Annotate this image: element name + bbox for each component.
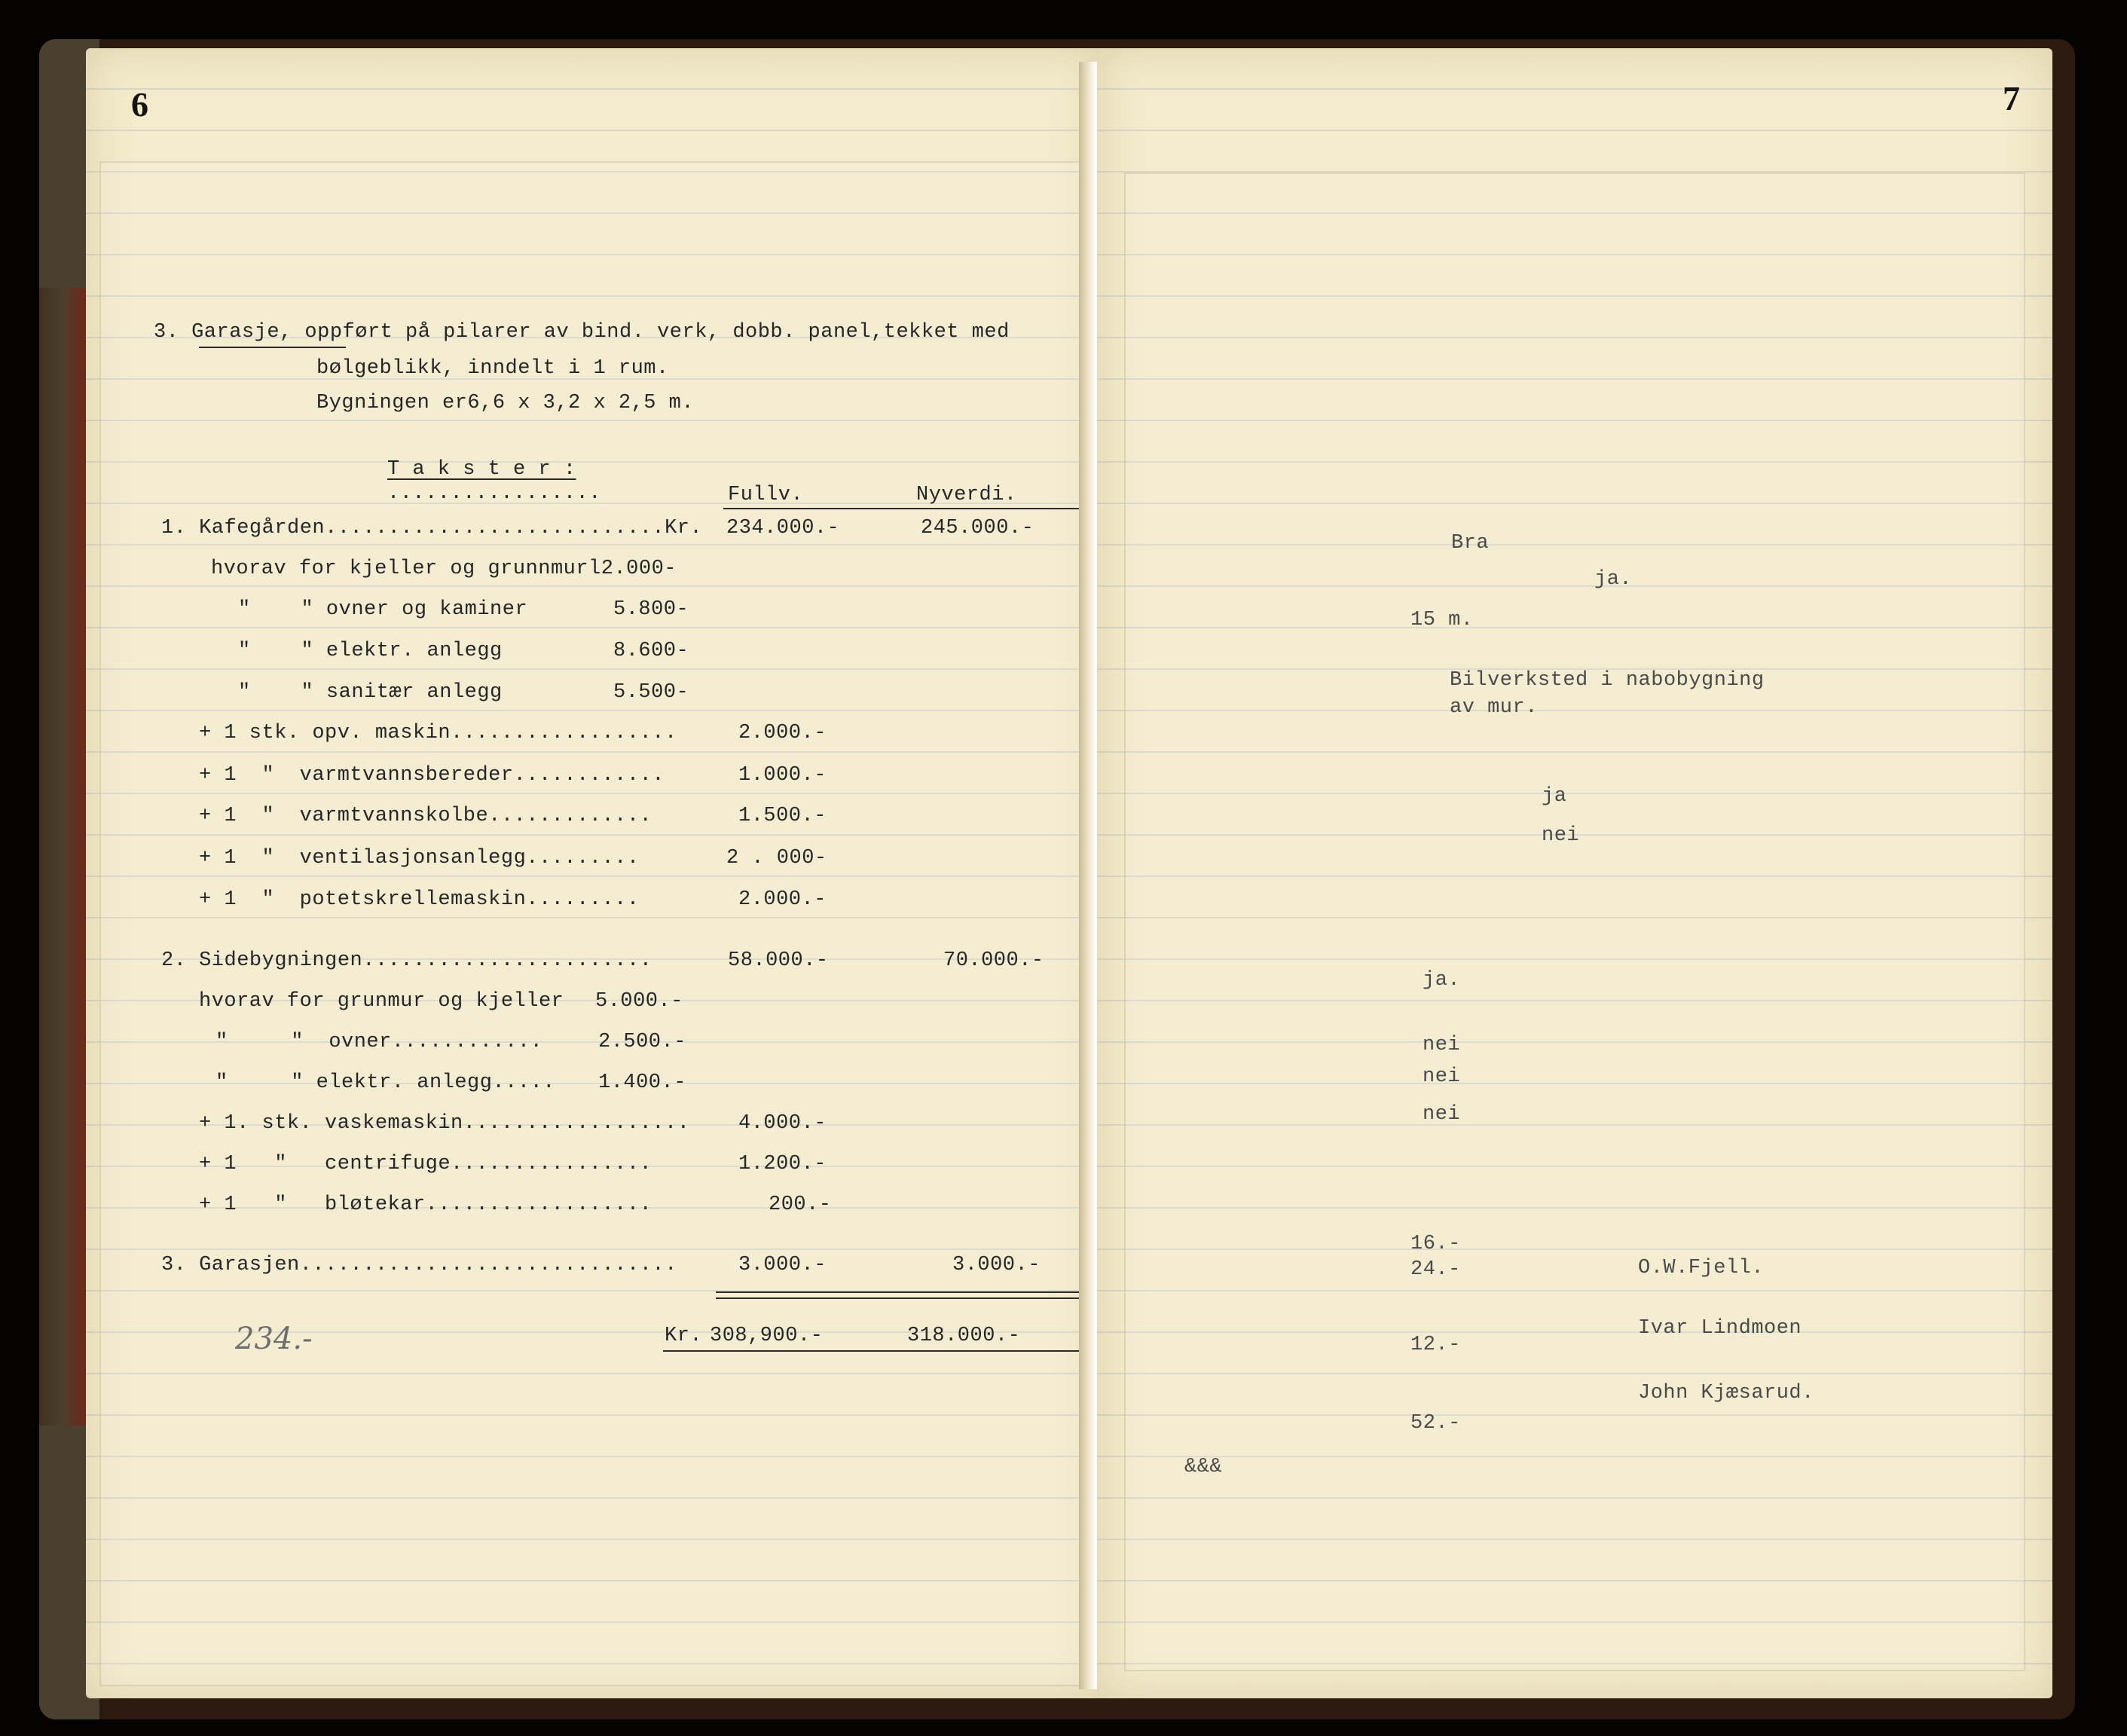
- entry-nei-4: nei: [1423, 1103, 1461, 1126]
- row-16-label: + 1 " centrifuge................: [199, 1153, 652, 1175]
- header-rule: [723, 508, 1130, 509]
- row-12-sub: 5.000.-: [595, 990, 683, 1013]
- intro-line-2: bølgeblikk, inndelt i 1 rum.: [316, 357, 669, 380]
- intro-line-3: Bygningen er6,6 x 3,2 x 2,5 m.: [316, 392, 695, 414]
- intro-underline: [199, 347, 346, 348]
- entry-ja-1: ja.: [1594, 568, 1633, 591]
- left-page: [86, 48, 1100, 1698]
- row-17-label: + 1 " bløtekar..................: [199, 1194, 652, 1216]
- row-11-nyverdi: 70.000.-: [943, 949, 1044, 972]
- entry-av-mur: av mur.: [1450, 696, 1538, 719]
- row-15-label: + 1. stk. vaskemaskin..................: [199, 1112, 690, 1135]
- row-14-label: " " elektr. anlegg.....: [215, 1071, 555, 1094]
- row-17-fullv: 200.-: [769, 1194, 832, 1216]
- row-11-fullv: 58.000.-: [728, 949, 829, 972]
- row-6-label: + 1 stk. opv. maskin..................: [199, 722, 677, 744]
- entry-nei-1: nei: [1542, 824, 1580, 847]
- entry-nei-3: nei: [1423, 1065, 1461, 1088]
- total-underline: [663, 1350, 1130, 1352]
- row-9-label: + 1 " ventilasjonsanlegg.........: [199, 847, 640, 870]
- row-7-fullv: 1.000.-: [738, 764, 827, 787]
- row-1-label: 1. Kafegården...........................Kr.: [161, 517, 703, 539]
- row-8-fullv: 1.500.-: [738, 805, 827, 827]
- row-10-label: + 1 " potetskrellemaskin.........: [199, 888, 640, 911]
- row-10-fullv: 2.000.-: [738, 888, 827, 911]
- row-18-label: 3. Garasjen..............................: [161, 1254, 677, 1276]
- total-rule-1: [716, 1291, 1132, 1293]
- row-13-label: " " ovner............: [215, 1031, 543, 1053]
- entry-16: 16.-: [1410, 1233, 1461, 1255]
- entry-bilverksted: Bilverksted i nabobygning: [1450, 669, 1765, 692]
- row-4-sub: 8.600-: [613, 640, 689, 662]
- row-9-fullv: 2 . 000-: [726, 847, 827, 870]
- entry-ja-2: ja: [1542, 785, 1567, 808]
- signatory-kjaesarud: John Kjæsarud.: [1638, 1382, 1814, 1404]
- row-3-label: " " ovner og kaminer: [238, 598, 528, 621]
- heading-dots: .................: [387, 482, 601, 505]
- tissue-overlay-right: [1124, 173, 2025, 1671]
- row-1-nyverdi: 245.000.-: [921, 517, 1034, 539]
- entry-24: 24.-: [1410, 1258, 1461, 1281]
- total-nyverdi: 318.000.-: [907, 1325, 1021, 1347]
- entry-ja-3: ja.: [1423, 969, 1461, 992]
- row-5-sub: 5.500-: [613, 681, 689, 704]
- signatory-lindmoen: Ivar Lindmoen: [1638, 1317, 1802, 1340]
- total-rule-2: [716, 1297, 1132, 1299]
- open-ledger-book: [39, 39, 2075, 1719]
- entry-52: 52.-: [1410, 1412, 1461, 1435]
- right-page: [1097, 48, 2052, 1698]
- row-16-fullv: 1.200.-: [738, 1153, 827, 1175]
- pencil-note: 234.-: [235, 1322, 313, 1356]
- row-4-label: " " elektr. anlegg: [238, 640, 503, 662]
- entry-nei-2: nei: [1423, 1034, 1461, 1056]
- row-12-label: hvorav for grunmur og kjeller: [199, 990, 564, 1013]
- page-number-right: 7: [2003, 79, 2020, 118]
- col-header-nyverdi: Nyverdi.: [916, 484, 1017, 506]
- row-8-label: + 1 " varmtvannskolbe.............: [199, 805, 652, 827]
- row-11-label: 2. Sidebygningen.......................: [161, 949, 652, 972]
- col-header-fullv: Fullv.: [728, 484, 804, 506]
- row-2-label: hvorav for kjeller og grunnmurl2.000-: [211, 558, 677, 580]
- row-14-sub: 1.400.-: [598, 1071, 686, 1094]
- row-3-sub: 5.800-: [613, 598, 689, 621]
- row-7-label: + 1 " varmtvannsbereder............: [199, 764, 665, 787]
- row-6-fullv: 2.000.-: [738, 722, 827, 744]
- total-fullv: 308,900.-: [710, 1325, 824, 1347]
- row-18-nyverdi: 3.000.-: [952, 1254, 1041, 1276]
- total-prefix: Kr.: [665, 1325, 703, 1347]
- row-1-fullv: 234.000.-: [726, 517, 840, 539]
- entry-bra: Bra: [1451, 532, 1490, 555]
- intro-line-1: 3. Garasje, oppført på pilarer av bind. verk, dobb. panel,tekket med: [154, 321, 1010, 344]
- row-5-label: " " sanitær anlegg: [238, 681, 503, 704]
- row-18-fullv: 3.000.-: [738, 1254, 827, 1276]
- takster-heading: T a k s t e r :: [387, 458, 576, 481]
- entry-ampersands: &&&: [1184, 1456, 1223, 1478]
- tissue-overlay-left: [99, 161, 1086, 1686]
- signatory-fjell: O.W.Fjell.: [1638, 1257, 1765, 1279]
- entry-12: 12.-: [1410, 1334, 1461, 1356]
- row-15-fullv: 4.000.-: [738, 1112, 827, 1135]
- entry-15m: 15 m.: [1410, 609, 1474, 631]
- row-13-sub: 2.500.-: [598, 1031, 686, 1053]
- page-number-left: 6: [131, 85, 148, 124]
